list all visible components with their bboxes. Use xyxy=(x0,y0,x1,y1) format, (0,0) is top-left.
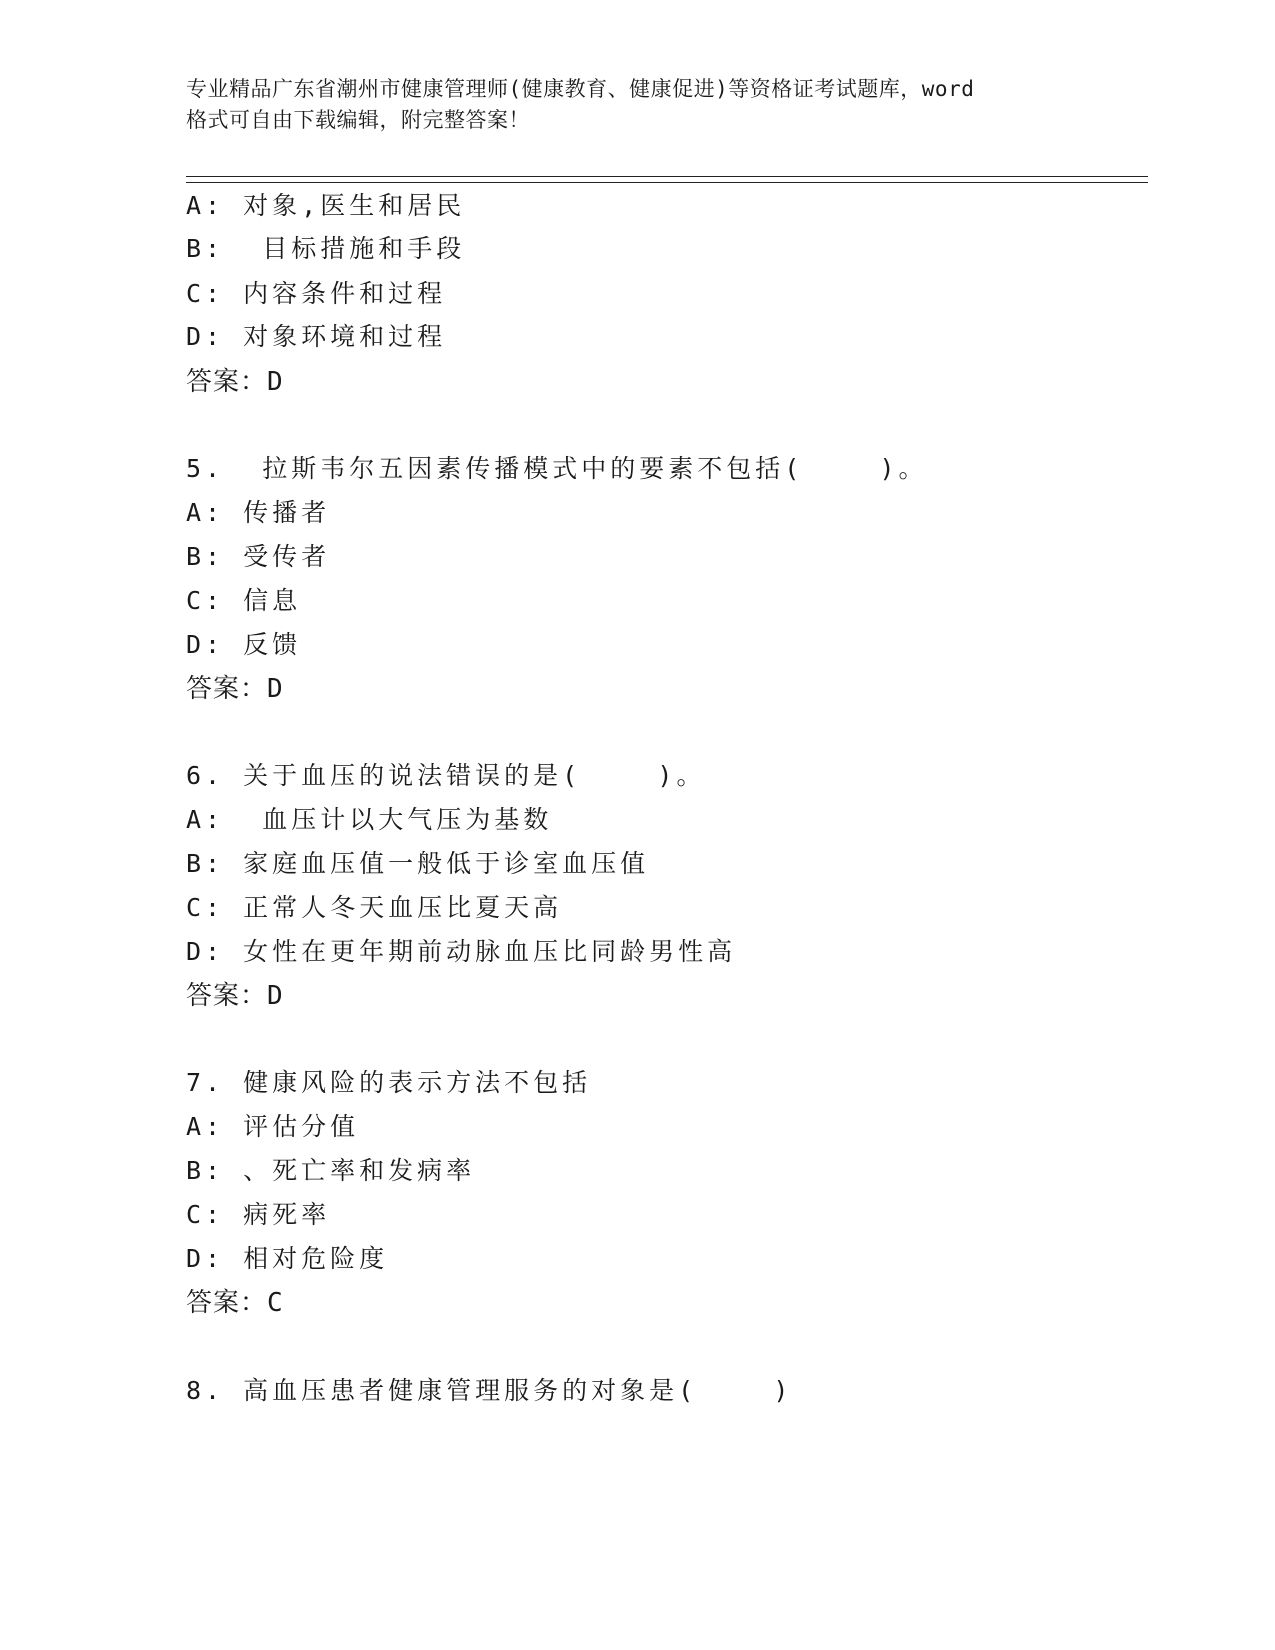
q4-option-c: C: 内容条件和过程 xyxy=(186,279,447,308)
q5-option-c: C: 信息 xyxy=(186,586,302,615)
q6-option-d: D: 女性在更年期前动脉血压比同龄男性高 xyxy=(186,937,737,966)
q7-option-b: B: 、死亡率和发病率 xyxy=(186,1156,476,1185)
q7-question: 7. 健康风险的表示方法不包括 xyxy=(186,1068,592,1097)
header-line-1: 专业精品广东省潮州市健康管理师(健康教育、健康促进)等资格证考试题库，word xyxy=(186,77,975,101)
q5-option-b: B: 受传者 xyxy=(186,542,331,571)
q7-option-a: A: 评估分值 xyxy=(186,1112,360,1141)
q5-option-d: D: 反馈 xyxy=(186,630,302,659)
q4-option-b: B: 目标措施和手段 xyxy=(186,234,466,263)
q5-option-a: A: 传播者 xyxy=(186,498,331,527)
header-divider-top xyxy=(186,176,1148,177)
q6-option-b: B: 家庭血压值一般低于诊室血压值 xyxy=(186,849,650,878)
q5-question: 5. 拉斯韦尔五因素传播模式中的要素不包括( )。 xyxy=(186,454,928,483)
q6-option-a: A: 血压计以大气压为基数 xyxy=(186,805,553,834)
q8-question: 8. 高血压患者健康管理服务的对象是( ) xyxy=(186,1376,793,1405)
q7-option-c: C: 病死率 xyxy=(186,1200,331,1229)
q6-question: 6. 关于血压的说法错误的是( )。 xyxy=(186,761,706,790)
q7-option-d: D: 相对危险度 xyxy=(186,1244,389,1273)
q7-answer: 答案：C xyxy=(186,1288,284,1318)
q4-answer: 答案：D xyxy=(186,367,284,397)
q6-option-c: C: 正常人冬天血压比夏天高 xyxy=(186,893,563,922)
q4-option-a: A: 对象,医生和居民 xyxy=(186,191,466,220)
header-line-2: 格式可自由下载编辑，附完整答案！ xyxy=(186,108,530,132)
document-header xyxy=(186,74,1106,136)
q4-option-d: D: 对象环境和过程 xyxy=(186,322,447,351)
q5-answer: 答案：D xyxy=(186,674,284,704)
q6-answer: 答案：D xyxy=(186,981,284,1011)
header-divider-bottom xyxy=(186,182,1148,183)
